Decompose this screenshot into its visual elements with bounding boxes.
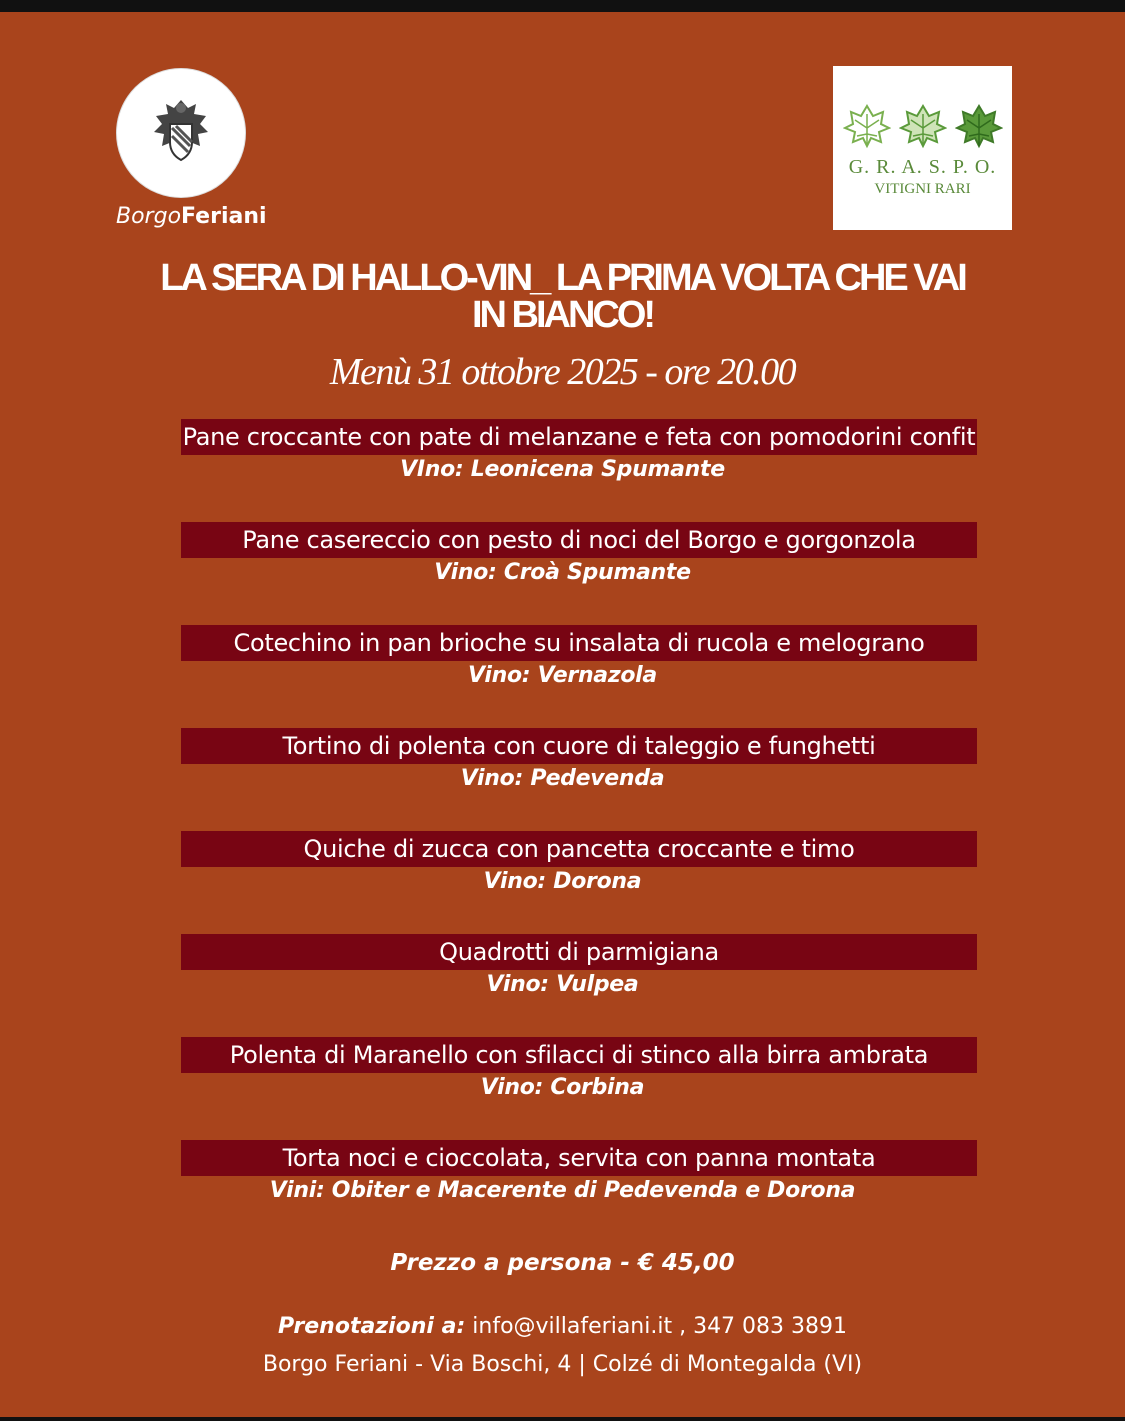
graspo-logo <box>833 66 1012 230</box>
dish-name: Pane croccante con pate di melanzane e feta con pomodorini confit <box>181 419 977 455</box>
coat-of-arms-icon <box>146 96 216 170</box>
crest-badge <box>116 68 246 198</box>
wine-pairing: Vino: Corbina <box>480 1075 645 1100</box>
vine-leaf-icon <box>843 102 891 150</box>
wine-pairing: Vini: Obiter e Macerente di Pedevenda e Dorona <box>269 1178 856 1203</box>
brand-name-part2: Feriani <box>181 204 267 229</box>
booking-label: Prenotazioni a: <box>277 1314 466 1339</box>
graspo-subtitle: VITIGNI RARI <box>874 181 971 197</box>
wine-pairing: Vino: Vulpea <box>486 972 639 997</box>
event-title <box>90 257 1035 336</box>
booking-contact[interactable]: info@villaferiani.it , 347 083 3891 <box>472 1314 848 1339</box>
price-per-person: Prezzo a persona - € 45,00 <box>390 1250 735 1276</box>
dish-name: Tortino di polenta con cuore di taleggio e funghetti <box>181 728 977 764</box>
wine-pairing: VIno: Leonicena Spumante <box>400 457 725 482</box>
booking-info <box>0 1314 1125 1339</box>
dish-name: Quadrotti di parmigiana <box>181 934 977 970</box>
brand-name-part1: Borgo <box>116 204 182 229</box>
borgo-feriani-logo <box>116 68 267 229</box>
menu-poster <box>0 12 1125 1417</box>
dish-name: Torta noci e cioccolata, servita con panna montata <box>181 1140 977 1176</box>
wine-pairing: Vino: Croà Spumante <box>434 560 691 585</box>
brand-name <box>116 204 267 229</box>
vine-leaf-icon <box>899 102 947 150</box>
leaf-group <box>833 102 1012 150</box>
dish-name: Cotechino in pan brioche su insalata di rucola e melograno <box>181 625 977 661</box>
dish-name: Polenta di Maranello con sfilacci di stinco alla birra ambrata <box>181 1037 977 1073</box>
vine-leaf-icon <box>955 102 1003 150</box>
dish-name: Quiche di zucca con pancetta croccante e timo <box>181 831 977 867</box>
wine-pairing: Vino: Vernazola <box>468 663 657 688</box>
wine-pairing: Vino: Pedevenda <box>460 766 665 791</box>
event-title-line1: LA SERA DI HALLO-VIN_ LA PRIMA VOLTA CHE VAI <box>160 257 965 299</box>
venue-address: Borgo Feriani - Via Boschi, 4 | Colzé di Montegalda (VI) <box>262 1352 863 1377</box>
menu-date: Menù 31 ottobre 2025 - ore 20.00 <box>329 351 796 393</box>
wine-pairing: Vino: Dorona <box>483 869 642 894</box>
graspo-title: G. R. A. S. P. O. <box>848 156 997 178</box>
event-title-line2: IN BIANCO! <box>471 294 654 336</box>
dish-name: Pane casereccio con pesto di noci del Borgo e gorgonzola <box>181 522 977 558</box>
